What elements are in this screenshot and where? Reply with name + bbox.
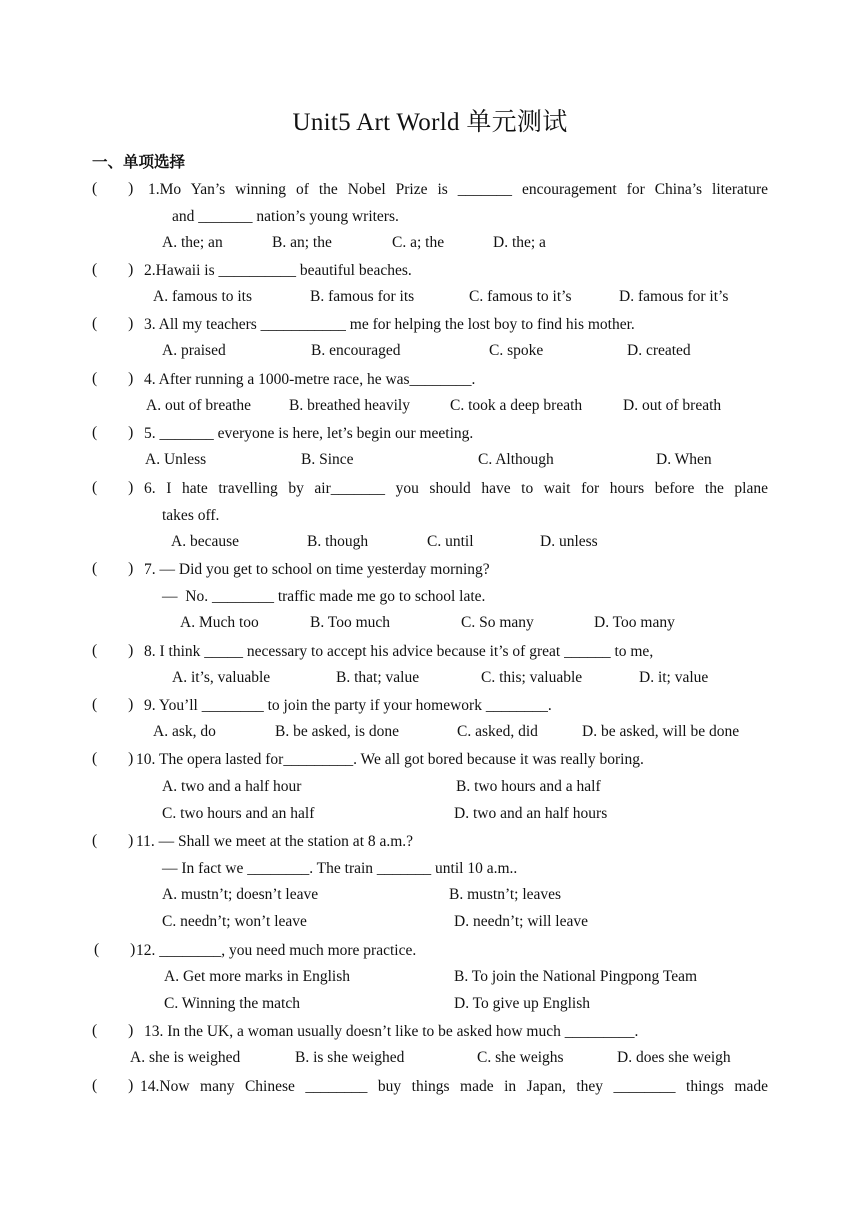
section-heading: 一、单项选择 xyxy=(92,153,186,171)
answer-blank[interactable]: ( ) xyxy=(92,832,134,849)
option-a[interactable]: A. famous to its xyxy=(153,288,253,305)
question-stem-continued: takes off. xyxy=(162,507,220,524)
question-stem: 1.Mo Yan’s winning of the Nobel Prize is _______ encouragement for China’s literature xyxy=(148,181,768,198)
answer-blank[interactable]: ( ) xyxy=(94,941,136,958)
option-d[interactable]: D. the; a xyxy=(493,234,546,251)
option-c[interactable]: C. until xyxy=(427,533,474,550)
option-a[interactable]: A. praised xyxy=(162,342,226,359)
answer-blank[interactable]: ( ) xyxy=(92,750,134,767)
option-d[interactable]: D. unless xyxy=(540,533,598,550)
answer-blank[interactable]: ( ) xyxy=(92,479,134,496)
answer-blank[interactable]: ( ) xyxy=(92,642,134,659)
option-c[interactable]: C. Although xyxy=(478,451,554,468)
option-a[interactable]: A. mustn’t; doesn’t leave xyxy=(162,886,319,903)
option-b[interactable]: B. an; the xyxy=(272,234,332,251)
option-b[interactable]: B. To join the National Pingpong Team xyxy=(454,968,698,985)
option-d[interactable]: D. needn’t; will leave xyxy=(454,913,589,930)
question-stem-continued: — No. ________ traffic made me go to school late. xyxy=(162,588,486,605)
answer-blank[interactable]: ( ) xyxy=(92,315,134,332)
answer-blank[interactable]: ( ) xyxy=(92,261,134,278)
question-stem: 5. _______ everyone is here, let’s begin our meeting. xyxy=(144,425,474,442)
option-d[interactable]: D. does she weigh xyxy=(617,1049,731,1066)
option-d[interactable]: D. it; value xyxy=(639,669,709,686)
question-stem-continued: and _______ nation’s young writers. xyxy=(172,208,399,225)
option-b[interactable]: B. famous for its xyxy=(310,288,415,305)
question-stem: 6. I hate travelling by air_______ you should have to wait for hours before the plane xyxy=(144,480,768,497)
answer-blank[interactable]: ( ) xyxy=(92,180,134,197)
option-c[interactable]: C. Winning the match xyxy=(164,995,300,1012)
option-b[interactable]: B. that; value xyxy=(336,669,420,686)
option-a[interactable]: A. Much too xyxy=(180,614,259,631)
question-stem: 13. In the UK, a woman usually doesn’t like to be asked how much _________. xyxy=(144,1023,639,1040)
option-c[interactable]: C. needn’t; won’t leave xyxy=(162,913,307,930)
option-d[interactable]: D. To give up English xyxy=(454,995,590,1012)
answer-blank[interactable]: ( ) xyxy=(92,424,134,441)
option-b[interactable]: B. is she weighed xyxy=(295,1049,405,1066)
option-d[interactable]: D. created xyxy=(627,342,691,359)
option-d[interactable]: D. two and an half hours xyxy=(454,805,608,822)
option-b[interactable]: B. be asked, is done xyxy=(275,723,399,740)
question-stem: 2.Hawaii is __________ beautiful beaches. xyxy=(144,262,412,279)
option-b[interactable]: B. breathed heavily xyxy=(289,397,410,414)
option-c[interactable]: C. spoke xyxy=(489,342,544,359)
question-stem: 11. — Shall we meet at the station at 8 a.m.? xyxy=(136,833,414,850)
option-d[interactable]: D. When xyxy=(656,451,712,468)
option-a[interactable]: A. Unless xyxy=(145,451,207,468)
option-c[interactable]: C. a; the xyxy=(392,234,445,251)
question-stem: 3. All my teachers ___________ me for helping the lost boy to find his mother. xyxy=(144,316,635,333)
question-stem: 12. ________, you need much more practice. xyxy=(136,942,417,959)
answer-blank[interactable]: ( ) xyxy=(92,370,134,387)
answer-blank[interactable]: ( ) xyxy=(92,560,134,577)
option-a[interactable]: A. out of breathe xyxy=(146,397,252,414)
option-a[interactable]: A. because xyxy=(171,533,239,550)
option-a[interactable]: A. ask, do xyxy=(153,723,216,740)
option-a[interactable]: A. it’s, valuable xyxy=(172,669,271,686)
option-d[interactable]: D. out of breath xyxy=(623,397,722,414)
page-title: Unit5 Art World 单元测试 xyxy=(292,109,568,136)
option-c[interactable]: C. two hours and an half xyxy=(162,805,315,822)
question-stem: 10. The opera lasted for_________. We all got bored because it was really boring. xyxy=(136,751,644,768)
option-a[interactable]: A. the; an xyxy=(162,234,223,251)
option-b[interactable]: B. mustn’t; leaves xyxy=(449,886,562,903)
option-c[interactable]: C. this; valuable xyxy=(481,669,583,686)
question-stem: 7. — Did you get to school on time yesterday morning? xyxy=(144,561,490,578)
option-b[interactable]: B. though xyxy=(307,533,369,550)
question-stem: 9. You’ll ________ to join the party if your homework ________. xyxy=(144,697,552,714)
option-b[interactable]: B. Too much xyxy=(310,614,391,631)
option-a[interactable]: A. she is weighed xyxy=(130,1049,241,1066)
option-b[interactable]: B. two hours and a half xyxy=(456,778,601,795)
option-c[interactable]: C. took a deep breath xyxy=(450,397,583,414)
option-a[interactable]: A. two and a half hour xyxy=(162,778,302,795)
option-c[interactable]: C. famous to it’s xyxy=(469,288,572,305)
answer-blank[interactable]: ( ) xyxy=(92,1022,134,1039)
option-c[interactable]: C. she weighs xyxy=(477,1049,564,1066)
question-stem: 8. I think _____ necessary to accept his advice because it’s of great ______ to me, xyxy=(144,643,654,660)
question-stem-continued: — In fact we ________. The train _______ until 10 a.m.. xyxy=(162,860,518,877)
question-stem: 14.Now many Chinese ________ buy things made in Japan, they ________ things made xyxy=(140,1078,768,1095)
option-b[interactable]: B. encouraged xyxy=(311,342,401,359)
option-d[interactable]: D. be asked, will be done xyxy=(582,723,740,740)
option-b[interactable]: B. Since xyxy=(301,451,354,468)
option-a[interactable]: A. Get more marks in English xyxy=(164,968,350,985)
answer-blank[interactable]: ( ) xyxy=(92,696,134,713)
option-d[interactable]: D. Too many xyxy=(594,614,675,631)
option-d[interactable]: D. famous for it’s xyxy=(619,288,729,305)
option-c[interactable]: C. So many xyxy=(461,614,534,631)
question-stem: 4. After running a 1000-metre race, he was________. xyxy=(144,371,476,388)
option-c[interactable]: C. asked, did xyxy=(457,723,538,740)
answer-blank[interactable]: ( ) xyxy=(92,1077,134,1094)
